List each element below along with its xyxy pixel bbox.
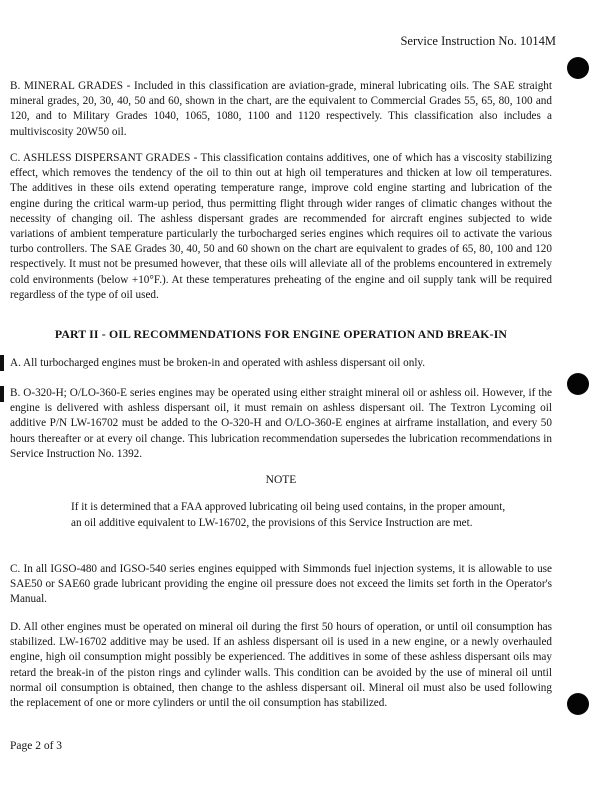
mineral-grades-paragraph: B. MINERAL GRADES - Included in this classification are aviation-grade, mineral lubricating oils. The SAE straight mineral grades, 20, 30, 40, 50 and 60, shown in the chart, are the equivalent to Commercial Grades 55, 65, 80, 100 and 120, and to Military Grades 1040, 1065, 1080, 1100 and 1120 respectively. This classification also includes a multiviscosity 20W50 oil. [10, 80, 552, 138]
item-c-paragraph: C. In all IGSO-480 and IGSO-540 series engines equipped with Simmonds fuel injection systems, it is allowable to use SAE50 or SAE60 grade lubricant providing the engine oil pressure does not exceed the limits set forth in the Operator's Manual. [10, 563, 552, 606]
change-bar-a [0, 355, 4, 371]
ashless-dispersant-paragraph: C. ASHLESS DISPERSANT GRADES - This classification contains additives, one of which has a viscosity stabilizing effect, which removes the tendency of the oil to thin out at high oil temperatures and thicken at low oil temperatures. The additives in these oils extend operating temperature range, improve cold engine starting and lubrication of the engine during the critical warm-up period, thus permitting flight through wider ranges of climatic changes without the necessity of changing oil. The ashless dispersant grades are recommended for aircraft engines subjected to wide variations of ambient temperature particularly the turbocharged series engines which requires oil to activate the various turbo controllers. The SAE Grades 30, 40, 50 and 60 shown on the chart are equivalent to grades of 65, 80, 100 and 120 respectively. It must not be presumed however, that these oils will alleviate all of the problems encountered in extremely cold environments (below +10°F.). At these temperatures preheating of the engine and oil supply tank will be required regardless of the type of oil used. [10, 152, 552, 301]
item-d-paragraph: D. All other engines must be operated on mineral oil during the first 50 hours of operation, or until oil consumption has stabilized. LW-16702 additive may be used. If an ashless dispersant oil is used in a new engine, or a newly overhauled engine, high oil consumption might possibly be experienced. The additives in some of these ashless dispersant oils may retard the break-in of the piston rings and cylinder walls. This condition can be avoided by the use of mineral oil until normal oil consumption is obtained, then change to the ashless dispersant oil. Mineral oil must also be used following the replacement of one or more cylinders or until the oil consumption has stabilized. [10, 621, 552, 710]
binder-hole-top [567, 57, 589, 79]
document-reference: Service Instruction No. 1014M [400, 34, 556, 48]
item-a-paragraph: A. All turbocharged engines must be broken-in and operated with ashless dispersant oil only. [10, 357, 426, 369]
note-title: NOTE [265, 474, 297, 486]
item-b-paragraph: B. O-320-H; O/LO-360-E series engines may be operated using either straight mineral oil or ashless oil. However, if the engine is delivered with ashless dispersant oil, it must remain on ashless dispersant oil. The Textron Lycoming oil additive P/N LW-16702 must be added to the O-320-H and O/LO-360-E engines at airframe installation, and every 50 hours thereafter or at every oil change. This lubrication recommendation supersedes the lubrication recommendations in Service Instruction No. 1392. [10, 387, 552, 460]
binder-hole-bottom [567, 693, 589, 715]
page-number: Page 2 of 3 [10, 740, 63, 752]
change-bar-b [0, 386, 4, 402]
part-two-title: PART II - OIL RECOMMENDATIONS FOR ENGINE OPERATION AND BREAK-IN [54, 327, 508, 341]
binder-hole-middle [567, 373, 589, 395]
note-body: If it is determined that a FAA approved lubricating oil being used contains, in the proper amount, an oil additive equivalent to LW-16702, the provisions of this Service Instruction are met. [71, 501, 506, 529]
